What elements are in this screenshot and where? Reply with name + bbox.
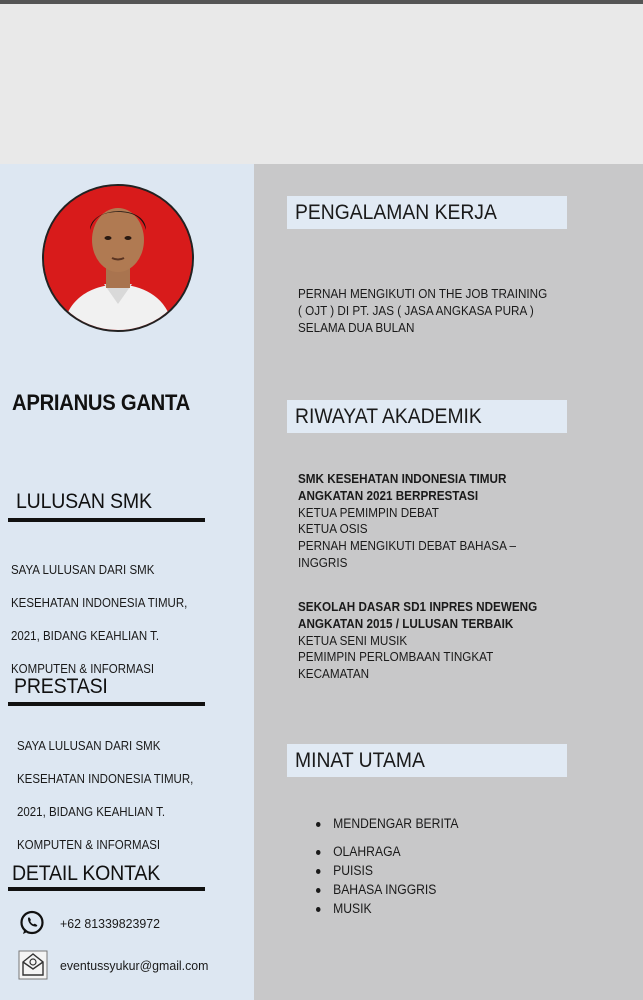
education-description (11, 545, 241, 694)
education-line: 2021, BIDANG KEAHLIAN T. (11, 628, 160, 643)
education-line: KESEHATAN INDONESIA TIMUR, (11, 595, 188, 610)
school1-line: KETUA PEMIMPIN DEBAT (298, 504, 439, 520)
academic-history-heading (287, 400, 567, 433)
academic-history-heading-text: RIWAYAT AKADEMIK (295, 405, 482, 428)
email-row[interactable] (18, 950, 216, 980)
education-line: KOMPUTEN & INFORMASI (11, 661, 155, 676)
interest-item: MENDENGAR BERITA (316, 814, 458, 833)
work-experience-heading (287, 196, 567, 229)
achievements-description (17, 721, 247, 870)
whatsapp-icon (18, 909, 46, 937)
school1-line: INGGRIS (298, 554, 348, 570)
phone-row[interactable] (18, 909, 165, 937)
profile-photo (42, 184, 194, 332)
achievements-heading: PRESTASI (14, 675, 108, 698)
school1-title: SMK KESEHATAN INDONESIA TIMUR (298, 471, 507, 486)
work-experience-description (298, 286, 547, 336)
work-experience-heading-text: PENGALAMAN KERJA (295, 201, 497, 224)
school2-title: ANGKATAN 2015 / LULUSAN TERBAIK (298, 615, 514, 631)
main-interests-heading (287, 744, 567, 777)
education-heading: LULUSAN SMK (16, 490, 152, 513)
email-address[interactable]: eventussyukur@gmail.com (60, 957, 209, 973)
person-portrait (44, 186, 192, 330)
school2-block (298, 599, 537, 683)
school1-title: ANGKATAN 2021 BERPRESTASI (298, 487, 479, 503)
top-blank-area (0, 4, 643, 164)
work-line: ( OJT ) DI PT. JAS ( JASA ANGKASA PURA ) (298, 302, 534, 318)
interest-item: OLAHRAGA (316, 842, 436, 861)
education-line: SAYA LULUSAN DARI SMK (11, 562, 155, 577)
school2-title: SEKOLAH DASAR SD1 INPRES NDEWENG (298, 599, 538, 614)
interests-list (316, 842, 450, 918)
school2-line: KETUA SENI MUSIK (298, 632, 408, 648)
phone-number[interactable]: +62 81339823972 (60, 915, 160, 931)
interest-item: BAHASA INGGRIS (316, 880, 436, 899)
achievements-line: 2021, BIDANG KEAHLIAN T. (17, 804, 166, 819)
achievements-line: KESEHATAN INDONESIA TIMUR, (17, 771, 194, 786)
education-divider (8, 518, 205, 522)
achievements-line: SAYA LULUSAN DARI SMK (17, 738, 161, 753)
school1-line: PERNAH MENGIKUTI DEBAT BAHASA – (298, 538, 517, 554)
school1-line: KETUA OSIS (298, 521, 368, 537)
work-line: SELAMA DUA BULAN (298, 319, 415, 335)
candidate-name: APRIANUS GANTA (12, 390, 190, 415)
contact-heading: DETAIL KONTAK (12, 862, 161, 885)
interests-list-first (316, 814, 474, 833)
contact-divider (8, 887, 205, 891)
work-line: PERNAH MENGIKUTI ON THE JOB TRAINING (298, 286, 548, 301)
school2-line: KECAMATAN (298, 666, 370, 682)
interest-item: PUISIS (316, 861, 436, 880)
achievements-line: KOMPUTEN & INFORMASI (17, 837, 161, 852)
main-interests-heading-text: MINAT UTAMA (295, 749, 425, 772)
school1-block (298, 471, 516, 572)
school2-line: PEMIMPIN PERLOMBAAN TINGKAT (298, 649, 494, 665)
mail-icon (18, 950, 48, 980)
interest-item: MUSIK (316, 899, 436, 918)
achievements-divider (8, 702, 205, 706)
